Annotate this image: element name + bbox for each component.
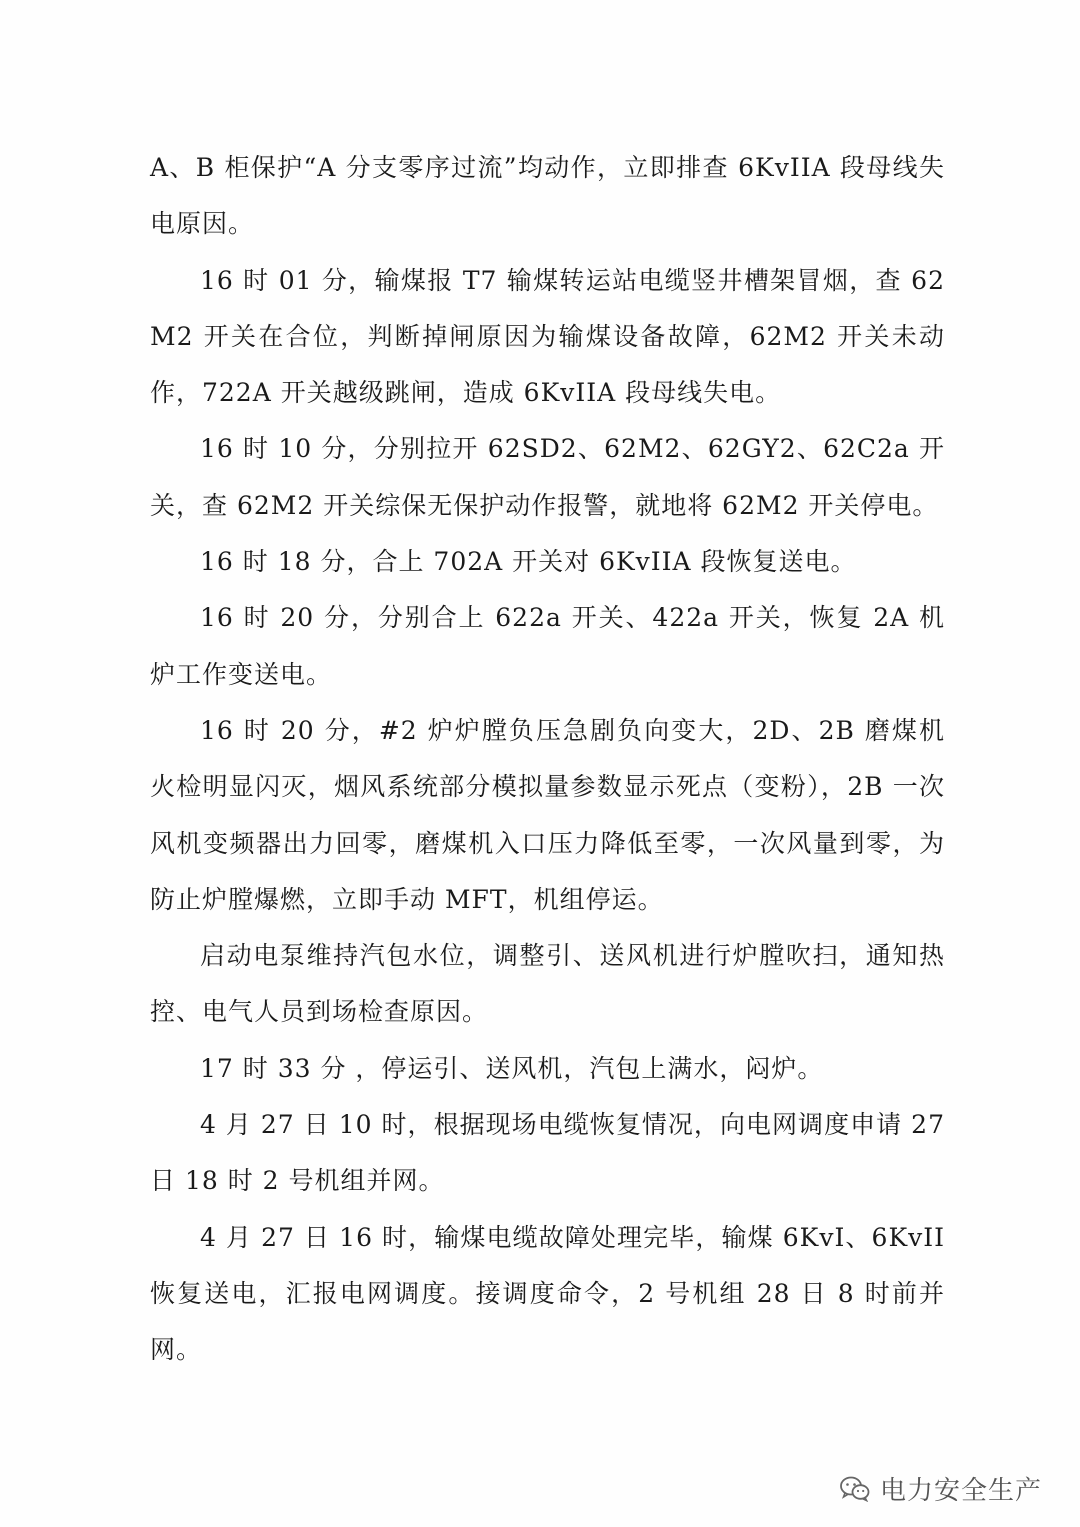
paragraph-0427-10: 4 月 27 日 10 时，根据现场电缆恢复情况，向电网调度申请 27 日 18 时 2 号机组并网。	[150, 1110, 945, 1196]
watermark	[840, 1470, 1042, 1507]
wechat-icon	[840, 1476, 870, 1502]
paragraph-1620-b: 16 时 20 分，#2 炉炉膛负压急剧负向变大，2D、2B 磨煤机火检明显闪灭，烟风系统部分模拟量参数显示死点（变粉），2B 一次风机变频器出力回零，磨煤机入口压力降低至零，一次风量到零，为防止炉膛爆燃，立即手动 MFT，机组停运。	[150, 715, 945, 914]
paragraph-1733: 17 时 33 分 ，停运引、送风机，汽包上满水，闷炉。	[200, 1053, 824, 1083]
document-body	[150, 140, 945, 1379]
watermark-text: 电力安全生产	[879, 1476, 1042, 1506]
paragraph-1618: 16 时 18 分，合上 702A 开关对 6KvIIA 段恢复送电。	[200, 547, 857, 577]
paragraph-0427-16: 4 月 27 日 16 时，输煤电缆故障处理完毕，输煤 6KvI、6KvII 恢复送电，汇报电网调度。接调度命令，2 号机组 28 日 8 时前并网。	[150, 1222, 945, 1365]
paragraph-1620-a: 16 时 20 分，分别合上 622a 开关、422a 开关，恢复 2A 机炉工作变送电。	[150, 603, 945, 689]
paragraph-start-pump: 启动电泵维持汽包水位，调整引、送风机进行炉膛吹扫，通知热控、电气人员到场检查原因。	[150, 941, 945, 1027]
paragraph-1601: 16 时 01 分，输煤报 T7 输煤转运站电缆竖井槽架冒烟，查 62M2 开关在合位，判断掉闸原因为输煤设备故障，62M2 开关未动作，722A 开关越级跳闸，造成 6KvIIA 段母线失电。	[150, 265, 945, 408]
paragraph-1610: 16 时 10 分，分别拉开 62SD2、62M2、62GY2、62C2a 开关，查 62M2 开关综保无保护动作报警，就地将 62M2 开关停电。	[150, 434, 945, 520]
paragraph-continuation: A、B 柜保护“A 分支零序过流”均动作，立即排查 6KvIIA 段母线失电原因。	[150, 153, 945, 239]
